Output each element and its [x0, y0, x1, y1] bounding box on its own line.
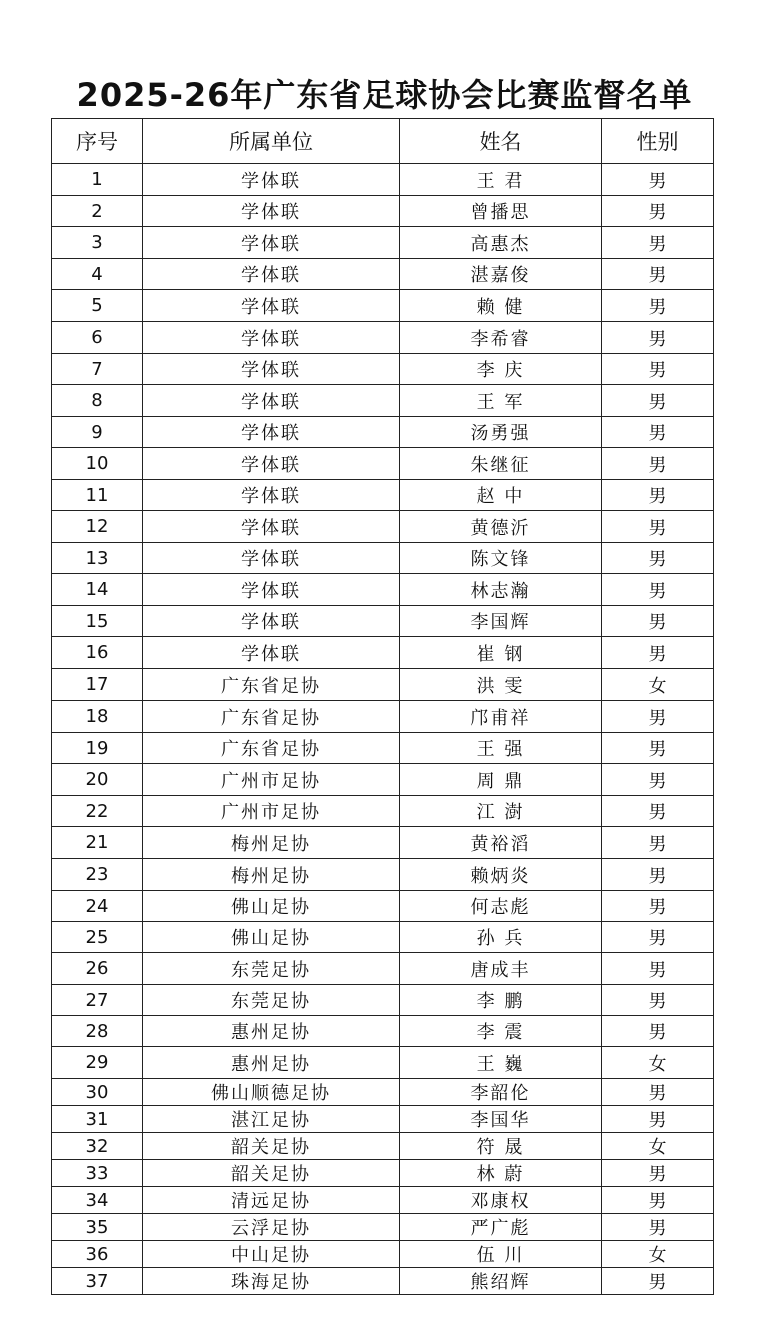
cell-unit: 学体联: [143, 543, 400, 574]
table-row: [52, 259, 714, 290]
cell-name: 王 巍: [400, 1047, 602, 1079]
cell-name: 唐成丰: [400, 953, 602, 985]
cell-gender: 男: [602, 543, 714, 574]
cell-unit: 学体联: [143, 227, 400, 259]
cell-gender: 男: [602, 733, 714, 764]
cell-gender: 男: [602, 448, 714, 480]
table-row: [52, 227, 714, 259]
cell-index: 33: [52, 1160, 143, 1187]
cell-gender: 男: [602, 1079, 714, 1106]
table-row: [52, 354, 714, 385]
cell-gender: 男: [602, 764, 714, 796]
cell-unit: 珠海足协: [143, 1268, 400, 1295]
table-row: [52, 574, 714, 606]
cell-gender: 女: [602, 1047, 714, 1079]
cell-gender: 男: [602, 511, 714, 543]
cell-index: 4: [52, 259, 143, 290]
cell-index: 12: [52, 511, 143, 543]
cell-name: 王 军: [400, 385, 602, 417]
table-row: [52, 1241, 714, 1268]
cell-unit: 学体联: [143, 354, 400, 385]
cell-index: 5: [52, 290, 143, 322]
cell-unit: 学体联: [143, 574, 400, 606]
cell-name: 王 君: [400, 164, 602, 196]
cell-unit: 佛山足协: [143, 922, 400, 953]
table-row: [52, 164, 714, 196]
cell-index: 2: [52, 196, 143, 227]
cell-name: 李国华: [400, 1106, 602, 1133]
table-row: [52, 1106, 714, 1133]
header-name: 姓名: [400, 119, 602, 164]
table-row: [52, 922, 714, 953]
cell-index: 3: [52, 227, 143, 259]
cell-unit: 梅州足协: [143, 827, 400, 859]
cell-gender: 女: [602, 669, 714, 701]
table-row: [52, 417, 714, 448]
cell-gender: 男: [602, 290, 714, 322]
table-row: [52, 385, 714, 417]
cell-index: 24: [52, 891, 143, 922]
cell-name: 林志瀚: [400, 574, 602, 606]
cell-name: 湛嘉俊: [400, 259, 602, 290]
cell-gender: 男: [602, 259, 714, 290]
cell-unit: 佛山顺德足协: [143, 1079, 400, 1106]
table-row: [52, 953, 714, 985]
cell-gender: 男: [602, 1016, 714, 1047]
cell-gender: 男: [602, 385, 714, 417]
cell-gender: 男: [602, 1160, 714, 1187]
cell-index: 23: [52, 859, 143, 891]
table-row: [52, 985, 714, 1016]
cell-gender: 男: [602, 985, 714, 1016]
table-row: [52, 448, 714, 480]
cell-name: 何志彪: [400, 891, 602, 922]
table-row: [52, 1187, 714, 1214]
cell-name: 李 鹏: [400, 985, 602, 1016]
cell-unit: 广州市足协: [143, 764, 400, 796]
cell-gender: 男: [602, 701, 714, 733]
table-row: [52, 859, 714, 891]
cell-name: 李 庆: [400, 354, 602, 385]
cell-name: 李 震: [400, 1016, 602, 1047]
cell-gender: 男: [602, 922, 714, 953]
cell-index: 15: [52, 606, 143, 637]
cell-unit: 惠州足协: [143, 1047, 400, 1079]
cell-index: 16: [52, 637, 143, 669]
cell-name: 严广彪: [400, 1214, 602, 1241]
cell-name: 邓康权: [400, 1187, 602, 1214]
cell-gender: 男: [602, 196, 714, 227]
cell-index: 27: [52, 985, 143, 1016]
cell-name: 崔 钢: [400, 637, 602, 669]
cell-index: 17: [52, 669, 143, 701]
cell-gender: 男: [602, 164, 714, 196]
cell-gender: 男: [602, 480, 714, 511]
table-row: [52, 322, 714, 354]
cell-index: 32: [52, 1133, 143, 1160]
cell-unit: 梅州足协: [143, 859, 400, 891]
table-row: [52, 196, 714, 227]
cell-name: 王 强: [400, 733, 602, 764]
cell-index: 18: [52, 701, 143, 733]
cell-gender: 男: [602, 1106, 714, 1133]
cell-unit: 湛江足协: [143, 1106, 400, 1133]
cell-name: 林 蔚: [400, 1160, 602, 1187]
cell-unit: 学体联: [143, 480, 400, 511]
cell-index: 19: [52, 733, 143, 764]
cell-unit: 中山足协: [143, 1241, 400, 1268]
cell-gender: 女: [602, 1133, 714, 1160]
cell-index: 31: [52, 1106, 143, 1133]
cell-name: 高惠杰: [400, 227, 602, 259]
cell-index: 9: [52, 417, 143, 448]
cell-index: 11: [52, 480, 143, 511]
cell-gender: 女: [602, 1241, 714, 1268]
cell-gender: 男: [602, 891, 714, 922]
cell-gender: 男: [602, 354, 714, 385]
cell-unit: 东莞足协: [143, 985, 400, 1016]
table-row: [52, 290, 714, 322]
table-row: [52, 669, 714, 701]
supervisor-table: [51, 118, 714, 1295]
cell-index: 28: [52, 1016, 143, 1047]
table-row: [52, 1214, 714, 1241]
page-title: 2025-26年广东省足球协会比赛监督名单: [76, 76, 693, 115]
cell-name: 李韶伦: [400, 1079, 602, 1106]
cell-unit: 学体联: [143, 417, 400, 448]
table-row: [52, 701, 714, 733]
table-row: [52, 1016, 714, 1047]
cell-gender: 男: [602, 322, 714, 354]
cell-unit: 学体联: [143, 606, 400, 637]
cell-index: 6: [52, 322, 143, 354]
table-row: [52, 796, 714, 827]
cell-index: 14: [52, 574, 143, 606]
cell-unit: 学体联: [143, 322, 400, 354]
cell-unit: 清远足协: [143, 1187, 400, 1214]
header-unit: 所属单位: [143, 119, 400, 164]
cell-unit: 云浮足协: [143, 1214, 400, 1241]
cell-name: 伍 川: [400, 1241, 602, 1268]
cell-name: 周 鼎: [400, 764, 602, 796]
cell-name: 陈文锋: [400, 543, 602, 574]
cell-name: 熊绍辉: [400, 1268, 602, 1295]
cell-index: 20: [52, 764, 143, 796]
cell-unit: 韶关足协: [143, 1160, 400, 1187]
table-row: [52, 1160, 714, 1187]
cell-unit: 学体联: [143, 196, 400, 227]
cell-name: 符 晟: [400, 1133, 602, 1160]
cell-name: 汤勇强: [400, 417, 602, 448]
table-row: [52, 1268, 714, 1295]
header-gender: 性别: [602, 119, 714, 164]
cell-gender: 男: [602, 1268, 714, 1295]
cell-index: 34: [52, 1187, 143, 1214]
table-row: [52, 764, 714, 796]
cell-unit: 韶关足协: [143, 1133, 400, 1160]
cell-index: 10: [52, 448, 143, 480]
cell-index: 21: [52, 827, 143, 859]
cell-unit: 广州市足协: [143, 796, 400, 827]
cell-index: 37: [52, 1268, 143, 1295]
cell-unit: 学体联: [143, 290, 400, 322]
cell-name: 朱继征: [400, 448, 602, 480]
cell-unit: 学体联: [143, 637, 400, 669]
cell-name: 赖炳炎: [400, 859, 602, 891]
cell-index: 25: [52, 922, 143, 953]
table-row: [52, 827, 714, 859]
table-row: [52, 511, 714, 543]
cell-gender: 男: [602, 1214, 714, 1241]
table-row: [52, 891, 714, 922]
cell-gender: 男: [602, 796, 714, 827]
table-body: [52, 164, 714, 1295]
table-row: [52, 606, 714, 637]
cell-name: 洪 雯: [400, 669, 602, 701]
cell-unit: 学体联: [143, 164, 400, 196]
cell-unit: 佛山足协: [143, 891, 400, 922]
cell-gender: 男: [602, 953, 714, 985]
cell-unit: 广东省足协: [143, 733, 400, 764]
cell-name: 邝甫祥: [400, 701, 602, 733]
table-row: [52, 1047, 714, 1079]
cell-name: 曾播思: [400, 196, 602, 227]
table-row: [52, 480, 714, 511]
cell-index: 26: [52, 953, 143, 985]
cell-gender: 男: [602, 606, 714, 637]
cell-index: 30: [52, 1079, 143, 1106]
table-header-row: [52, 119, 714, 164]
cell-name: 黄德沂: [400, 511, 602, 543]
cell-name: 李希睿: [400, 322, 602, 354]
cell-name: 李国辉: [400, 606, 602, 637]
cell-name: 黄裕滔: [400, 827, 602, 859]
cell-unit: 惠州足协: [143, 1016, 400, 1047]
cell-index: 35: [52, 1214, 143, 1241]
table-row: [52, 543, 714, 574]
cell-index: 13: [52, 543, 143, 574]
cell-unit: 广东省足协: [143, 669, 400, 701]
cell-index: 7: [52, 354, 143, 385]
table-row: [52, 637, 714, 669]
table-row: [52, 1133, 714, 1160]
cell-index: 1: [52, 164, 143, 196]
cell-gender: 男: [602, 574, 714, 606]
cell-unit: 学体联: [143, 259, 400, 290]
cell-unit: 学体联: [143, 385, 400, 417]
cell-unit: 学体联: [143, 511, 400, 543]
cell-unit: 广东省足协: [143, 701, 400, 733]
cell-index: 22: [52, 796, 143, 827]
table-row: [52, 733, 714, 764]
cell-gender: 男: [602, 859, 714, 891]
cell-gender: 男: [602, 637, 714, 669]
cell-name: 江 澍: [400, 796, 602, 827]
cell-name: 孙 兵: [400, 922, 602, 953]
cell-gender: 男: [602, 827, 714, 859]
cell-gender: 男: [602, 227, 714, 259]
cell-name: 赵 中: [400, 480, 602, 511]
cell-index: 29: [52, 1047, 143, 1079]
cell-unit: 学体联: [143, 448, 400, 480]
cell-index: 8: [52, 385, 143, 417]
cell-gender: 男: [602, 417, 714, 448]
header-index: 序号: [52, 119, 143, 164]
cell-index: 36: [52, 1241, 143, 1268]
cell-unit: 东莞足协: [143, 953, 400, 985]
cell-gender: 男: [602, 1187, 714, 1214]
cell-name: 赖 健: [400, 290, 602, 322]
table-row: [52, 1079, 714, 1106]
